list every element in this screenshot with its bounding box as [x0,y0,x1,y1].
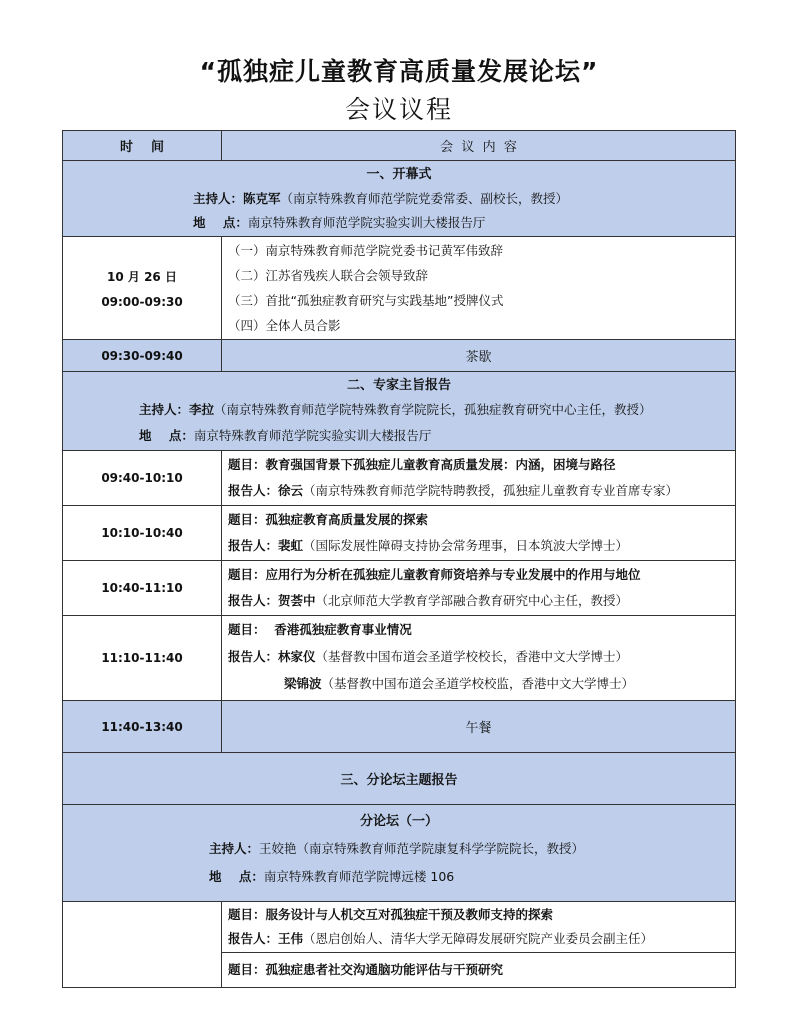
speaker-detail: （恩启创始人、清华大学无障碍发展研究院产业委员会副主任） [303,931,654,946]
host-detail: （南京特殊教育师范学院特殊教育学院院长，孤独症教育研究中心主任，教授） [214,402,652,417]
speaker-name: 徐云 [278,483,304,498]
forum-talk-content-cell [221,901,736,953]
opening-item: （四）全体人员合影 [228,318,341,333]
forum-talk-time-cell [62,901,222,988]
opening-time: 09:00-09:30 [101,294,183,309]
speaker-label: 报告人： [228,483,279,498]
forum1-cell [62,804,736,902]
section-forum-cell [62,752,736,805]
topic-text: 孤独症教育高质量发展的探索 [265,512,429,527]
speaker-label: 报告人： [228,649,279,664]
topic-label: 题目： [228,457,266,472]
topic-text: 教育强国背景下孤独症儿童教育高质量发展：内涵，困境与路径 [265,457,616,472]
forum1-host [209,841,584,857]
lunch-time-cell [62,700,222,753]
topic-label: 题目： [228,512,266,527]
speaker-detail: （南京特殊教育师范学院特聘教授，孤独症儿童教育专业首席专家） [303,483,679,498]
topic-label: 题目： [228,907,266,922]
host-name: 李拉 [189,402,215,417]
topic-text: 孤独症患者社交沟通脑功能评估与干预研究 [265,962,504,977]
forum-talk-topic [228,962,503,978]
opening-time-cell [62,236,222,340]
talk-time: 09:40-10:10 [101,471,183,485]
place-value: 南京特殊教育师范学院实验实训大楼报告厅 [247,215,486,230]
section-keynote-host [139,402,652,418]
section-forum-title: 三、分论坛主题报告 [340,773,458,788]
host-name: 陈克军 [243,191,281,206]
tea-label: 茶歇 [465,350,492,365]
talk-content-cell [221,560,736,616]
talk-topic [228,512,428,528]
section-opening-cell [62,160,736,237]
opening-content-cell [221,236,736,340]
talk-time-cell [62,560,222,616]
forum1-title: 分论坛（一） [359,814,438,829]
tea-time-cell [62,339,222,372]
place-label: 地 点： [209,869,264,884]
host-label: 主持人： [209,841,260,856]
forum1-place [209,869,454,885]
talk-time-cell [62,505,222,561]
tea-cell [221,339,736,372]
section-keynote-title: 二、专家主旨报告 [346,378,451,393]
talk-content-cell [221,505,736,561]
talk-time: 11:10-11:40 [101,651,183,665]
place-value: 南京特殊教育师范学院实验实训大楼报告厅 [193,428,432,443]
section-opening-host [193,191,568,207]
talk-speaker-2 [284,676,634,692]
talk-speaker [228,483,678,499]
opening-item: （一）南京特殊教育师范学院党委书记黄军伟致辞 [228,243,504,258]
speaker-detail: （基督教中国布道会圣道学校校长，香港中文大学博士） [315,649,629,664]
host-label: 主持人： [193,191,244,206]
header-time-label: 时 间 [119,140,165,155]
speaker-detail: （基督教中国布道会圣道学校校监，香港中文大学博士） [321,676,635,691]
forum-talk-topic [228,907,553,923]
talk-time-cell [62,450,222,506]
place-label: 地 点： [193,215,248,230]
host-detail: （南京特殊教育师范学院党委常委、副校长，教授） [280,191,569,206]
lunch-time: 11:40-13:40 [101,719,183,734]
talk-speaker [228,649,628,665]
talk-topic [228,567,641,583]
section-opening-place [193,215,485,231]
speaker-name: 王伟 [278,931,304,946]
topic-text: 香港孤独症教育事业情况 [265,622,412,637]
opening-item: （三）首批“孤独症教育研究与实践基地”授牌仪式 [228,293,504,308]
section-keynote-place [139,428,431,444]
speaker-name: 贺荟中 [278,593,316,608]
topic-label: 题目： [228,622,266,637]
talk-topic [228,622,412,638]
topic-label: 题目： [228,962,266,977]
speaker-name: 梁锦波 [284,676,322,691]
speaker-label: 报告人： [228,538,279,553]
talk-time: 10:40-11:10 [101,581,183,595]
talk-content-cell [221,450,736,506]
speaker-detail: （北京师范大学教育学部融合教育研究中心主任，教授） [315,593,629,608]
talk-topic [228,457,616,473]
tea-time: 09:30-09:40 [101,348,183,363]
talk-content-cell [221,615,736,701]
host-detail: 王姣艳（南京特殊教育师范学院康复科学学院院长，教授） [259,841,585,856]
topic-text: 应用行为分析在孤独症儿童教育师资培养与专业发展中的作用与地位 [265,567,641,582]
talk-time-cell [62,615,222,701]
opening-item: （二）江苏省残疾人联合会领导致辞 [228,268,429,283]
place-label: 地 点： [139,428,194,443]
host-label: 主持人： [139,402,190,417]
header-content-cell [221,130,736,161]
header-time-cell [62,130,222,161]
speaker-name: 林家仪 [278,649,316,664]
opening-date: 10 月 26 日 [107,269,177,284]
talk-speaker [228,538,628,554]
document-title: “孤独症儿童教育高质量发展论坛” [199,57,599,86]
talk-speaker [228,593,628,609]
document-subtitle: 会议议程 [344,95,453,124]
speaker-label: 报告人： [228,931,279,946]
speaker-label: 报告人： [228,593,279,608]
topic-text: 服务设计与人机交互对孤独症干预及教师支持的探索 [265,907,554,922]
talk-time: 10:10-10:40 [101,526,183,540]
lunch-cell [221,700,736,753]
lunch-label: 午餐 [465,721,492,736]
agenda-table [62,130,736,988]
header-content-label: 会 议 内 容 [440,140,517,155]
topic-label: 题目： [228,567,266,582]
place-value: 南京特殊教育师范学院博远楼 106 [263,869,455,884]
forum-talk-content-cell [221,952,736,988]
section-keynote-cell [62,371,736,451]
section-opening-title: 一、开幕式 [366,167,432,182]
speaker-detail: （国际发展性障碍支持协会常务理事，日本筑波大学博士） [303,538,629,553]
forum-talk-speaker [228,931,653,947]
speaker-name: 裴虹 [278,538,304,553]
